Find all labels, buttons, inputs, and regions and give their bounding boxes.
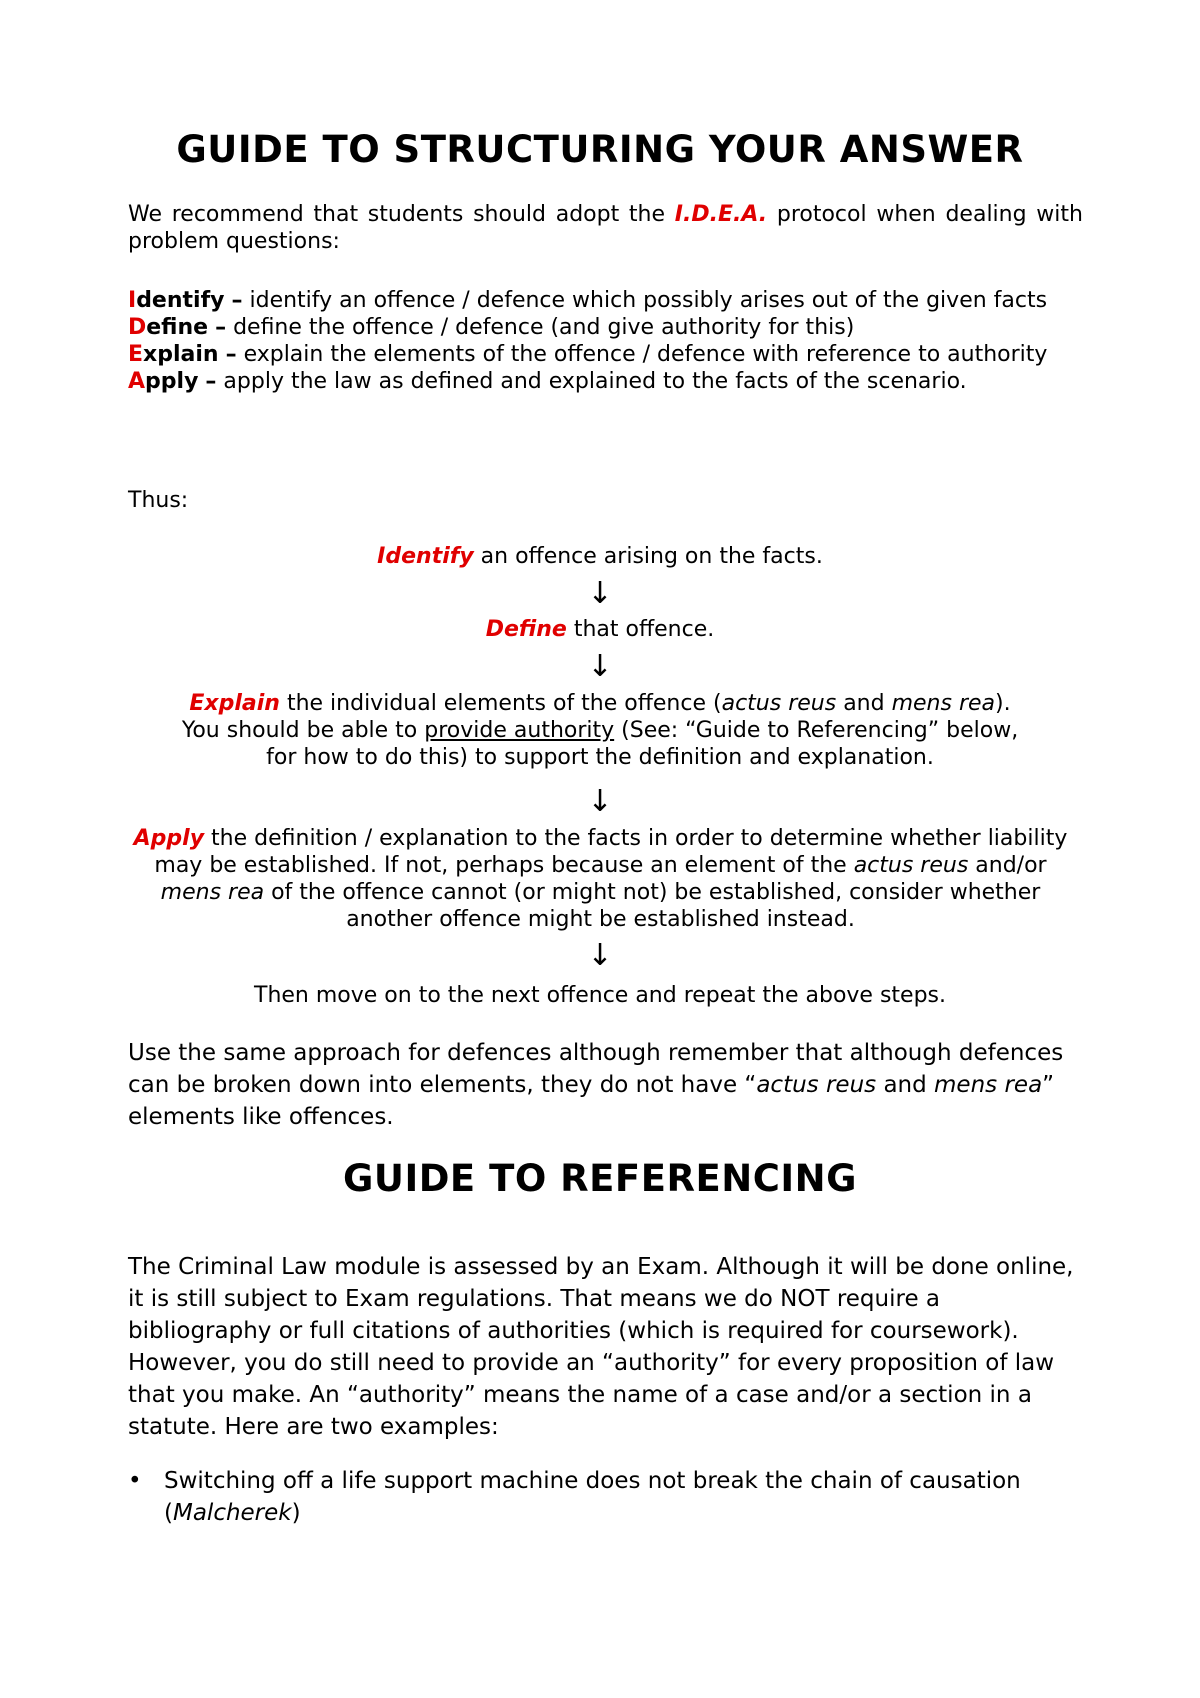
flow-explain-line2: [120, 717, 1080, 744]
step-keyword: xplain: [143, 342, 219, 367]
bullet-text: Switching off a life support machine does not break the chain of causation (: [164, 1468, 1021, 1526]
step-define: [128, 314, 1083, 341]
mens-rea-term: mens rea: [160, 880, 265, 905]
flow-apply-text-a: the definition / explanation to the facts in order to determine whether liability may be established. If not, perhaps because an element of the: [154, 826, 1068, 878]
thus-label: Thus:: [128, 488, 189, 513]
step-text: explain the elements of the offence / defence with reference to authority: [243, 342, 1048, 367]
step-keyword: pply: [145, 369, 199, 394]
step-keyword: dentify: [136, 288, 225, 313]
and-word: and: [843, 691, 885, 716]
flow-explain-line2-a: You should be able to: [181, 718, 418, 743]
defences-text-b: ” elements like offences.: [128, 1072, 1055, 1130]
down-arrow-icon: ↓: [587, 649, 613, 684]
flow-define-text: that offence.: [573, 617, 715, 642]
mens-rea-term: mens rea: [891, 691, 996, 716]
and-or-word: and/or: [975, 853, 1047, 878]
flow-apply-text-b: of the offence cannot (or might not) be established, consider whether another offence might be established instead.: [271, 880, 1041, 932]
flow-keyword-apply: Apply: [133, 826, 205, 851]
step-dash: –: [225, 342, 237, 367]
step-explain: [128, 341, 1083, 368]
step-identify: [128, 287, 1083, 314]
intro-text-b: protocol when dealing with problem questions:: [128, 202, 1083, 254]
flow-identify: [0, 543, 1200, 570]
flow-explain-text-b: ).: [995, 691, 1011, 716]
flow-keyword-explain: Explain: [189, 691, 280, 716]
step-text: identify an offence / defence which possibly arises out of the given facts: [249, 288, 1048, 313]
step-first-letter: A: [128, 369, 146, 394]
down-arrow-icon: ↓: [587, 938, 613, 973]
section-title-structuring: GUIDE TO STRUCTURING YOUR ANSWER: [176, 128, 1024, 171]
case-name: Malcherek: [172, 1500, 292, 1526]
idea-steps-list: [128, 287, 1083, 395]
step-dash: –: [205, 369, 217, 394]
defences-text-a: Use the same approach for defences although remember that although defences can be broken down into elements, they do not have “: [128, 1040, 1064, 1098]
flow-keyword-define: Define: [485, 617, 567, 642]
section-title-referencing: GUIDE TO REFERENCING: [343, 1157, 857, 1200]
flow-keyword-identify: Identify: [377, 544, 474, 569]
provide-authority-text: provide authority: [424, 718, 615, 743]
step-dash: –: [215, 315, 227, 340]
actus-reus-term: actus reus: [721, 691, 837, 716]
list-item: [128, 1465, 1083, 1529]
flow-explain-line2-b: (See: “Guide to Referencing” below,: [621, 718, 1019, 743]
flow-explain: [120, 690, 1080, 771]
flow-apply: [128, 825, 1073, 933]
flow-explain-line1: [120, 690, 1080, 717]
mens-rea-term: mens rea: [934, 1072, 1043, 1098]
actus-reus-term: actus reus: [853, 853, 969, 878]
and-word: and: [883, 1072, 927, 1098]
step-apply: [128, 368, 1083, 395]
flow-define: [0, 616, 1200, 643]
defences-paragraph: [128, 1037, 1083, 1133]
intro-text-a: We recommend that students should adopt the: [128, 202, 666, 227]
examples-list: [128, 1465, 1083, 1529]
step-keyword: efine: [146, 315, 209, 340]
intro-paragraph: [128, 201, 1083, 255]
flow-then: Then move on to the next offence and repeat the above steps.: [254, 983, 946, 1008]
down-arrow-icon: ↓: [587, 784, 613, 819]
bullet-close: ): [291, 1500, 301, 1526]
actus-reus-term: actus reus: [756, 1072, 877, 1098]
flow-identify-text: an offence arising on the facts.: [480, 544, 823, 569]
step-text: define the offence / defence (and give authority for this): [233, 315, 855, 340]
step-dash: –: [231, 288, 243, 313]
bullet-icon: •: [128, 1468, 142, 1494]
step-first-letter: I: [128, 288, 137, 313]
flow-explain-line3: for how to do this) to support the definition and explanation.: [266, 745, 934, 770]
idea-acronym: I.D.E.A.: [674, 202, 768, 227]
step-text: apply the law as defined and explained to the facts of the scenario.: [223, 369, 967, 394]
flow-explain-text-a: the individual elements of the offence (: [286, 691, 722, 716]
step-first-letter: D: [128, 315, 147, 340]
referencing-paragraph: The Criminal Law module is assessed by an Exam. Although it will be done online, it is still subject to Exam regulations. That means we do NOT require a bibliography or full citations of authorities (which is required for coursework). However, you do still need to provide an “authority” for every proposition of law that you make. An “authority” means the name of a case and/or a section in a statute. Here are two examples:: [128, 1254, 1074, 1440]
step-first-letter: E: [128, 342, 144, 367]
down-arrow-icon: ↓: [587, 576, 613, 611]
